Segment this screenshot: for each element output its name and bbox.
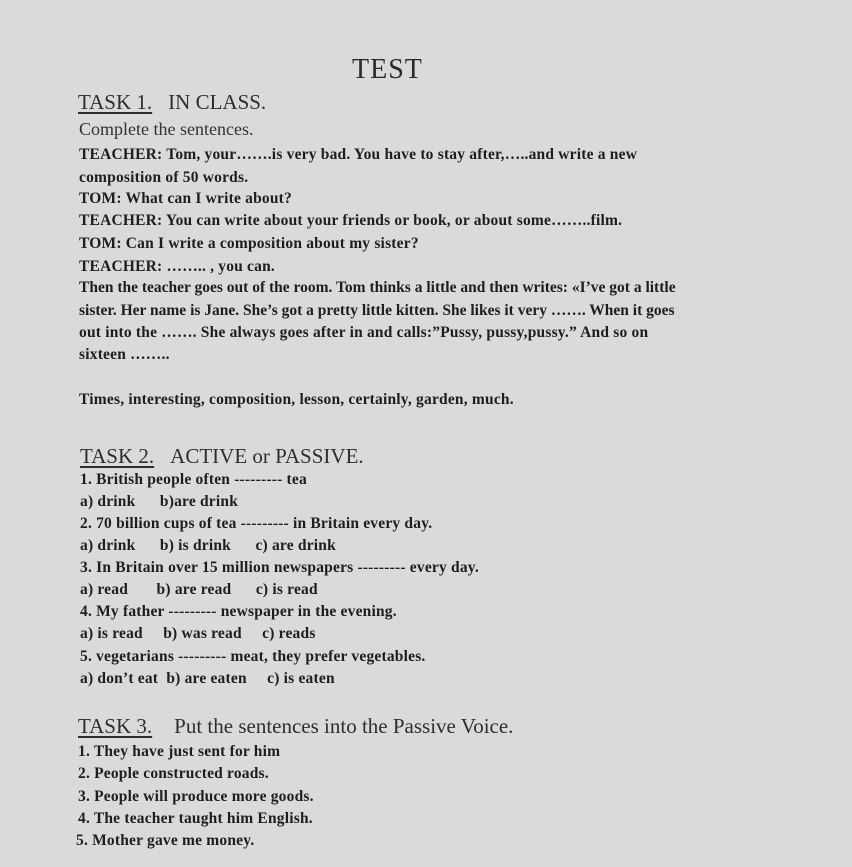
task2-heading [80,444,364,469]
task2-line: a) read b) are read c) is read [80,581,318,598]
task1-instruction: Complete the sentences. [79,119,254,139]
task1-line: composition of 50 words. [79,169,249,186]
task1-line: TEACHER: …….. , you can. [79,258,275,275]
task1-line: Then the teacher goes out of the room. Tom thinks a little and then writes: «I’ve got a little [79,279,676,296]
task3-line: 3. People will produce more goods. [78,788,314,805]
task1-title: IN CLASS. [168,90,267,114]
task2-number: TASK 2. [80,444,155,468]
task3-line: 5. Mother gave me money. [76,832,255,849]
task1-line: TOM: Can I write a composition about my sister? [79,235,419,252]
task3-number: TASK 3. [78,714,153,738]
task3-line: 1. They have just sent for him [78,743,281,760]
task3-line: 4. The teacher taught him English. [78,810,313,827]
task2-line: 2. 70 billion cups of tea --------- in Britain every day. [80,515,433,532]
task2-line: a) drink b)are drink [80,493,239,510]
task1-line: TEACHER: You can write about your friends or book, or about some……..film. [79,212,623,229]
task3-line: 2. People constructed roads. [78,765,269,782]
task2-line: a) drink b) is drink c) are drink [80,537,336,554]
task1-number: TASK 1. [78,90,153,114]
task3-heading [78,714,513,739]
page-title: TEST [352,54,423,85]
task2-line: a) is read b) was read c) reads [80,625,316,642]
task2-line: a) don’t eat b) are eaten c) is eaten [80,670,335,687]
task1-line: sister. Her name is Jane. She’s got a pretty little kitten. She likes it very ……. When it goes [79,302,675,319]
task2-line: 3. In Britain over 15 million newspapers --------- every day. [80,559,479,576]
task1-line: out into the ……. She always goes after in and calls:”Pussy, pussy,pussy.” And so on [79,324,649,341]
task1-word-bank: Times, interesting, composition, lesson, certainly, garden, much. [79,391,514,408]
task1-heading [78,90,266,115]
task2-line: 4. My father --------- newspaper in the evening. [80,603,397,620]
task2-title: ACTIVE or PASSIVE. [170,444,364,468]
task1-line: TOM: What can I write about? [79,190,292,207]
task2-line: 5. vegetarians --------- meat, they prefer vegetables. [80,648,426,665]
task3-title: Put the sentences into the Passive Voice. [174,714,514,738]
task1-line: TEACHER: Tom, your…….is very bad. You have to stay after,…..and write a new [79,146,638,163]
task2-line: 1. British people often --------- tea [80,471,307,488]
task1-line: sixteen …….. [79,346,170,363]
